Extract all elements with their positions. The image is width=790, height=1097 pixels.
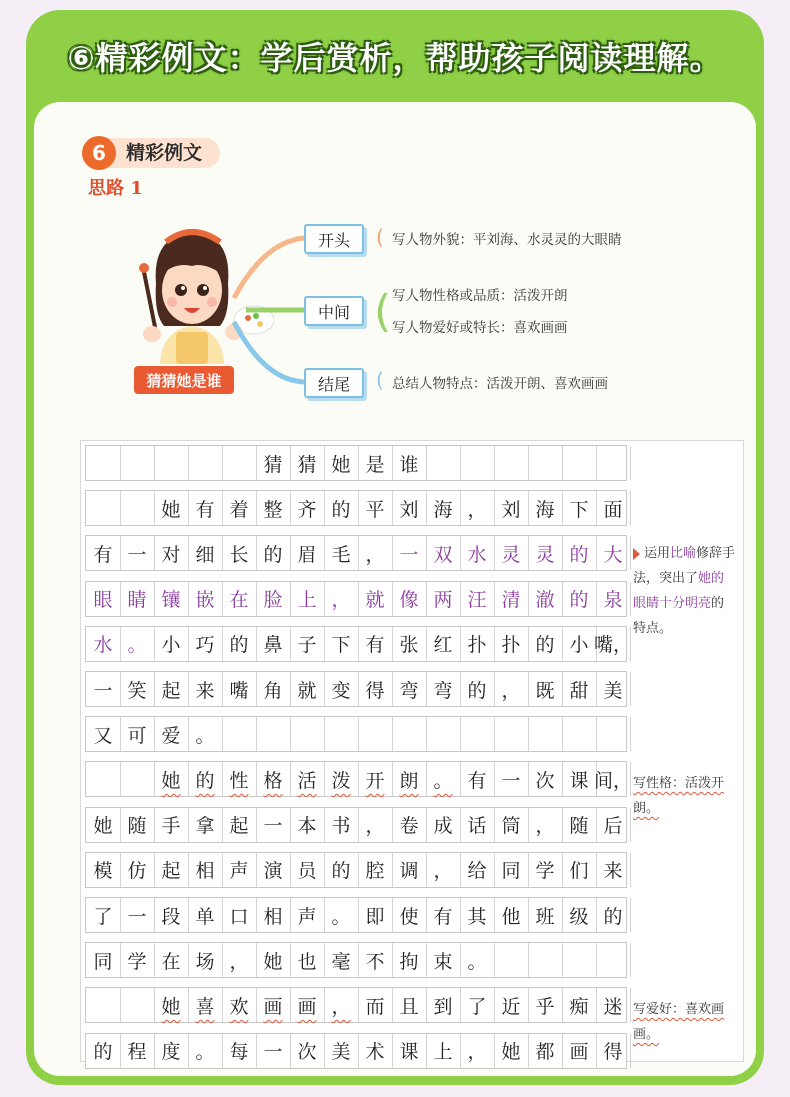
grid-cell (324, 717, 359, 751)
grid-cell: 面 (596, 491, 631, 525)
grid-cell: 员 (290, 853, 325, 887)
grid-cell (290, 717, 325, 751)
grid-cell: 她 (324, 446, 359, 480)
grid-cell: 后 (596, 808, 631, 842)
grid-cell (120, 491, 155, 525)
grid-cell: 起 (154, 853, 189, 887)
grid-cell: 有 (460, 762, 495, 796)
grid-cell: 刘 (494, 491, 529, 525)
grid-cell (528, 943, 563, 977)
grid-cell: 次 (290, 1034, 325, 1068)
grid-cell: 她 (154, 762, 189, 796)
mindmap-desc-middle-2: 写人物爱好或特长：喜欢画画 (392, 320, 568, 336)
grid-cell: 灵 (528, 536, 563, 570)
grid-cell: ， (358, 536, 393, 570)
grid-cell: 声 (290, 898, 325, 932)
grid-cell: 起 (154, 672, 189, 706)
mindmap-desc-ending: 总结人物特点：活泼开朗、喜欢画画 (392, 376, 608, 392)
grid-cell: 学 (528, 853, 563, 887)
page-frame (26, 10, 764, 1085)
grid-cell: 欢 (222, 988, 257, 1022)
grid-cell: 们 (562, 853, 597, 887)
grid-cell: 有 (358, 627, 393, 661)
grid-cell (86, 446, 121, 480)
grid-cell: 痴 (562, 988, 597, 1022)
grid-cell (596, 446, 631, 480)
grid-cell: 单 (188, 898, 223, 932)
grid-cell: 了 (460, 988, 495, 1022)
grid-cell: 他 (494, 898, 529, 932)
grid-cell: 近 (494, 988, 529, 1022)
grid-cell (494, 446, 529, 480)
grid-cell: ， (426, 853, 461, 887)
grid-cell: 格 (256, 762, 291, 796)
grid-cell: 大 (596, 536, 631, 570)
grid-cell: 眼 (86, 582, 121, 616)
grid-cell: 乎 (528, 988, 563, 1022)
mindmap-node-middle: 中间 (304, 296, 364, 326)
grid-cell: 课 (392, 1034, 427, 1068)
grid-cell: 平 (358, 491, 393, 525)
grid-cell: 鼻 (256, 627, 291, 661)
essay-grid (80, 440, 744, 1062)
grid-cell (596, 943, 631, 977)
grid-cell: 间， (596, 762, 631, 796)
grid-cell: 活 (290, 762, 325, 796)
grid-cell: 灵 (494, 536, 529, 570)
grid-cell: 又 (86, 717, 121, 751)
grid-cell: ， (460, 1034, 495, 1068)
grid-cell: 巧 (188, 627, 223, 661)
grid-cell: 话 (460, 808, 495, 842)
grid-cell: 腔 (358, 853, 393, 887)
grid-cell (494, 943, 529, 977)
grid-cell: 起 (222, 808, 257, 842)
grid-cell: 猜 (256, 446, 291, 480)
grid-cell: 在 (154, 943, 189, 977)
grid-cell: 仿 (120, 853, 155, 887)
grid-cell: 笑 (120, 672, 155, 706)
grid-cell: 甜 (562, 672, 597, 706)
grid-cell (222, 446, 257, 480)
grid-cell: 使 (392, 898, 427, 932)
grid-cell (120, 762, 155, 796)
grid-cell: 即 (358, 898, 393, 932)
grid-cell: 红 (426, 627, 461, 661)
grid-cell: 段 (154, 898, 189, 932)
grid-cell: 猜 (290, 446, 325, 480)
grid-cell: ， (222, 943, 257, 977)
mindmap-node-ending: 结尾 (304, 368, 364, 398)
header-title: ⑥精彩例文：学后赏析，帮助孩子阅读理解。 (67, 39, 723, 77)
grid-cell: 扑 (460, 627, 495, 661)
grid-cell: 有 (426, 898, 461, 932)
page-header (26, 10, 764, 102)
grid-cell: 场 (188, 943, 223, 977)
grid-cell: 长 (222, 536, 257, 570)
grid-cell: 的 (256, 536, 291, 570)
brace-icon: ( (376, 368, 384, 392)
grid-cell: 调 (392, 853, 427, 887)
grid-cell: ， (528, 808, 563, 842)
grid-cell: 演 (256, 853, 291, 887)
grid-cell: 的 (562, 536, 597, 570)
grid-cell: 了 (86, 898, 121, 932)
grid-cell: 下 (562, 491, 597, 525)
grid-cell: 。 (120, 627, 155, 661)
grid-cell: 她 (154, 491, 189, 525)
grid-cell (256, 717, 291, 751)
grid-cell: 有 (188, 491, 223, 525)
grid-cell: 。 (324, 898, 359, 932)
grid-cell: 小 (562, 627, 597, 661)
grid-cell: 下 (324, 627, 359, 661)
grid-cell: 一 (120, 898, 155, 932)
grid-cell (460, 717, 495, 751)
grid-cell: 对 (154, 536, 189, 570)
grid-cell: 来 (596, 853, 631, 887)
grid-cell: 学 (120, 943, 155, 977)
grid-cell: 次 (528, 762, 563, 796)
grid-cell: 性 (222, 762, 257, 796)
grid-cell (188, 446, 223, 480)
grid-cell: 且 (392, 988, 427, 1022)
essay-row (85, 897, 627, 933)
grid-cell: 课 (562, 762, 597, 796)
grid-cell: 变 (324, 672, 359, 706)
grid-cell: 一 (494, 762, 529, 796)
grid-cell: 扑 (494, 627, 529, 661)
grid-cell (86, 491, 121, 525)
grid-cell (528, 446, 563, 480)
grid-cell: 毛 (324, 536, 359, 570)
grid-cell: 爱 (154, 717, 189, 751)
grid-cell: 朗 (392, 762, 427, 796)
mindmap-desc-opening: 写人物外貌：平刘海、水灵灵的大眼睛 (392, 232, 622, 248)
grid-cell: 。 (188, 1034, 223, 1068)
essay-row (85, 761, 633, 797)
grid-cell: 随 (562, 808, 597, 842)
grid-cell: 班 (528, 898, 563, 932)
grid-cell: 的 (222, 627, 257, 661)
grid-cell: 画 (290, 988, 325, 1022)
essay-row (85, 987, 627, 1023)
grid-cell: 一 (392, 536, 427, 570)
section-title: 精彩例文 (108, 138, 220, 168)
grid-cell: 睛 (120, 582, 155, 616)
grid-cell (460, 446, 495, 480)
grid-cell (426, 717, 461, 751)
marker-icon (633, 548, 640, 560)
grid-cell: 口 (222, 898, 257, 932)
grid-cell: ， (494, 672, 529, 706)
essay-row (85, 581, 627, 617)
grid-cell: 海 (528, 491, 563, 525)
essay-row (85, 942, 627, 978)
grid-cell: 每 (222, 1034, 257, 1068)
section-subtitle: 思路 1 (88, 178, 143, 199)
grid-cell: 得 (358, 672, 393, 706)
grid-cell: 的 (460, 672, 495, 706)
grid-cell: 齐 (290, 491, 325, 525)
grid-cell: 弯 (426, 672, 461, 706)
grid-cell: 的 (86, 1034, 121, 1068)
grid-cell: 海 (426, 491, 461, 525)
essay-row (85, 490, 627, 526)
grid-cell (426, 446, 461, 480)
grid-cell: 嵌 (188, 582, 223, 616)
grid-cell: 她 (154, 988, 189, 1022)
grid-cell: 是 (358, 446, 393, 480)
grid-cell: 到 (426, 988, 461, 1022)
grid-cell: 模 (86, 853, 121, 887)
grid-cell (154, 446, 189, 480)
grid-cell: 本 (290, 808, 325, 842)
grid-cell (120, 446, 155, 480)
grid-cell (562, 446, 597, 480)
grid-cell: 的 (562, 582, 597, 616)
annotation-personality: 写性格：活泼开朗。 (633, 776, 725, 816)
essay-row (85, 535, 627, 571)
grid-cell: 双 (426, 536, 461, 570)
grid-cell: 她 (256, 943, 291, 977)
grid-cell: 随 (120, 808, 155, 842)
grid-cell: 卷 (392, 808, 427, 842)
grid-cell: 成 (426, 808, 461, 842)
grid-cell: 开 (358, 762, 393, 796)
grid-cell: 毫 (324, 943, 359, 977)
grid-cell: 水 (460, 536, 495, 570)
grid-cell: 同 (86, 943, 121, 977)
grid-cell: 度 (154, 1034, 189, 1068)
grid-cell: 书 (324, 808, 359, 842)
mindmap-desc-middle-1: 写人物性格或品质：活泼开朗 (392, 288, 568, 304)
annotation-metaphor: 运用比喻修辞手法，突出了她的眼睛十分明亮的特点。 (633, 546, 736, 636)
grid-cell: 小 (154, 627, 189, 661)
grid-cell (562, 943, 597, 977)
grid-cell: 上 (426, 1034, 461, 1068)
grid-cell: 。 (460, 943, 495, 977)
illustration-caption: 猜猜她是谁 (134, 366, 234, 394)
grid-cell: 。 (188, 717, 223, 751)
grid-cell: 的 (324, 853, 359, 887)
grid-cell: 不 (358, 943, 393, 977)
grid-cell: 在 (222, 582, 257, 616)
grid-cell (528, 717, 563, 751)
grid-cell: 弯 (392, 672, 427, 706)
grid-cell: 两 (426, 582, 461, 616)
grid-cell: 整 (256, 491, 291, 525)
grid-cell: 一 (120, 536, 155, 570)
essay-row (85, 716, 627, 752)
essay-row (85, 671, 627, 707)
grid-cell: ， (358, 808, 393, 842)
grid-cell: 脸 (256, 582, 291, 616)
essay-row (85, 626, 633, 662)
grid-cell: 都 (528, 1034, 563, 1068)
grid-cell: 的 (324, 491, 359, 525)
grid-cell: 一 (86, 672, 121, 706)
grid-cell: 可 (120, 717, 155, 751)
grid-cell: 其 (460, 898, 495, 932)
grid-cell: 声 (222, 853, 257, 887)
grid-cell (358, 717, 393, 751)
grid-cell: 画 (562, 1034, 597, 1068)
grid-cell: 她 (86, 808, 121, 842)
grid-cell (562, 717, 597, 751)
grid-cell: 同 (494, 853, 529, 887)
grid-cell: 上 (290, 582, 325, 616)
grid-cell: 束 (426, 943, 461, 977)
grid-cell: 拘 (392, 943, 427, 977)
brace-icon: ( (376, 225, 384, 249)
grid-cell: 谁 (392, 446, 427, 480)
grid-cell: 嘴 (222, 672, 257, 706)
grid-cell: 拿 (188, 808, 223, 842)
grid-cell (120, 988, 155, 1022)
grid-cell: 筒 (494, 808, 529, 842)
grid-cell (222, 717, 257, 751)
grid-cell: 美 (596, 672, 631, 706)
grid-cell: 得 (596, 1034, 631, 1068)
grid-cell: 张 (392, 627, 427, 661)
grid-cell: 一 (256, 1034, 291, 1068)
grid-cell: 嘴， (596, 627, 631, 661)
grid-cell: 她 (494, 1034, 529, 1068)
grid-cell: 角 (256, 672, 291, 706)
essay-row (85, 807, 627, 843)
grid-cell: 就 (290, 672, 325, 706)
grid-cell: 画 (256, 988, 291, 1022)
grid-cell: 有 (86, 536, 121, 570)
grid-cell: 一 (256, 808, 291, 842)
grid-cell: 既 (528, 672, 563, 706)
grid-cell: 术 (358, 1034, 393, 1068)
grid-cell: 给 (460, 853, 495, 887)
grid-cell: 。 (426, 762, 461, 796)
grid-cell (86, 988, 121, 1022)
grid-cell: 的 (596, 898, 631, 932)
mindmap-node-opening: 开头 (304, 224, 364, 254)
grid-cell: 迷 (596, 988, 631, 1022)
grid-cell: 泼 (324, 762, 359, 796)
grid-cell: 子 (290, 627, 325, 661)
grid-cell: 泉 (596, 582, 631, 616)
grid-cell: ， (324, 988, 359, 1022)
content-card (34, 102, 756, 1076)
grid-cell: 细 (188, 536, 223, 570)
grid-cell: 镶 (154, 582, 189, 616)
grid-cell: 汪 (460, 582, 495, 616)
essay-title-row (85, 445, 627, 481)
grid-cell: 眉 (290, 536, 325, 570)
grid-cell: 清 (494, 582, 529, 616)
grid-cell: 着 (222, 491, 257, 525)
grid-cell: ， (324, 582, 359, 616)
grid-cell: 也 (290, 943, 325, 977)
grid-cell: ， (460, 491, 495, 525)
grid-cell: 澈 (528, 582, 563, 616)
grid-cell: 相 (256, 898, 291, 932)
grid-cell: 美 (324, 1034, 359, 1068)
grid-cell: 喜 (188, 988, 223, 1022)
section-number: 6 (82, 136, 116, 170)
grid-cell: 而 (358, 988, 393, 1022)
grid-cell: 的 (528, 627, 563, 661)
grid-cell: 就 (358, 582, 393, 616)
grid-cell: 相 (188, 853, 223, 887)
grid-cell (596, 717, 631, 751)
grid-cell (86, 762, 121, 796)
grid-cell (494, 717, 529, 751)
grid-cell: 级 (562, 898, 597, 932)
essay-row (85, 852, 627, 888)
grid-cell: 来 (188, 672, 223, 706)
grid-cell: 程 (120, 1034, 155, 1068)
grid-cell: 刘 (392, 491, 427, 525)
grid-cell: 水 (86, 627, 121, 661)
essay-row (85, 1033, 627, 1069)
brace-icon: ( (374, 286, 392, 337)
grid-cell (392, 717, 427, 751)
annotation-hobby: 写爱好：喜欢画画。 (633, 1002, 725, 1042)
grid-cell: 像 (392, 582, 427, 616)
grid-cell: 手 (154, 808, 189, 842)
grid-cell: 的 (188, 762, 223, 796)
